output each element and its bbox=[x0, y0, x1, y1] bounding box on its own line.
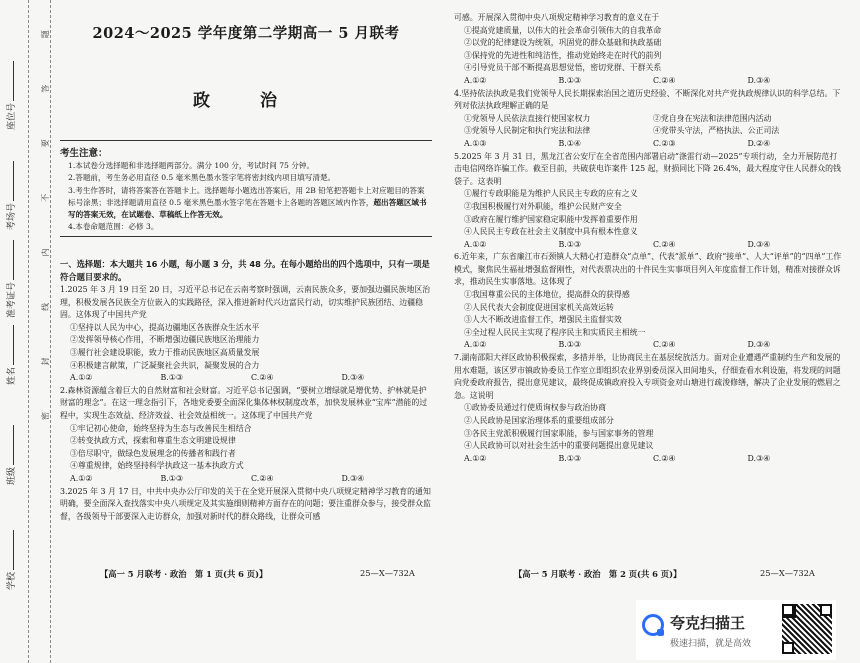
question-option: ④尊重规律，始终坚持科学执政这一基本执政方式 bbox=[70, 461, 244, 471]
notice-item: 1.本试卷分选择题和非选择题两部分。满分 100 分，考试时间 75 分钟。 bbox=[68, 161, 315, 170]
question-option: ②转变执政方式，探索和尊重生态文明建设规律 bbox=[70, 436, 236, 446]
answer-choice: C.②④ bbox=[653, 453, 676, 463]
question-option: ②发挥领导核心作用，不断增强边疆民族地区治理能力 bbox=[70, 335, 260, 345]
answer-choice: D.③④ bbox=[747, 239, 771, 249]
footer-page-label: 【高一 5 月联考 · 政治 第 1 页(共 6 页)】 bbox=[100, 569, 268, 579]
notice-bold: 超出答题区域书写的答案无效，在试题卷、草稿纸上作答无效。 bbox=[68, 197, 427, 220]
question-stem: 可感。开展深入贯彻中央八项规定精神学习教育的意义在于 bbox=[454, 13, 660, 22]
notice-item: 4.本卷命题范围：必修 3。 bbox=[68, 222, 159, 232]
question-option: ③人大不断改进监督工作，增强民主监督实效 bbox=[464, 315, 622, 325]
answer-choice: D.②④ bbox=[747, 138, 771, 148]
answer-choice: A.①② bbox=[464, 75, 487, 85]
notice-heading: 考生注意： bbox=[60, 148, 108, 159]
left-questions bbox=[60, 254, 432, 523]
question-stem: 2.森林资源蕴含着巨大的自然财富和社会财富。习近平总书记强调，“要树立增绿就是增优势、护林就是护财富的理念”。在这一理念指引下，各地党委要全面深化集体林权制度改革，加快发展林业“宝库”潜能的过程中，实现生态效益、经济效益、社会效益相统一。这体现了中国共产党 bbox=[60, 385, 428, 420]
question-2 bbox=[60, 385, 432, 486]
question-option: ②党自身在宪法和法律范围内活动 bbox=[653, 113, 772, 123]
question-option: ③保持党的先进性和纯洁性，推动党始终走在时代的前列 bbox=[464, 50, 662, 60]
question-option: ②我国积极履行对外职能，维护公民财产安全 bbox=[464, 201, 622, 211]
qr-code-icon bbox=[782, 604, 832, 654]
answer-choice: B.①③ bbox=[558, 239, 581, 249]
answer-choice: D.③④ bbox=[747, 453, 771, 463]
exam-title: 2024～2025 学年度第二学期高一 5 月联考 bbox=[92, 25, 400, 42]
answer-choice: B.①③ bbox=[558, 340, 581, 350]
question-option-row bbox=[454, 113, 842, 126]
answer-choice: A.①③ bbox=[464, 138, 487, 148]
question-option: ①政协委员通过行使质询权参与政治协商 bbox=[464, 403, 607, 413]
answer-choices bbox=[454, 453, 842, 466]
question-option: ④党带头守法，严格执法、公正司法 bbox=[653, 126, 780, 136]
footer-code: 25—X—732A bbox=[760, 568, 815, 578]
answer-choice: B.①④ bbox=[558, 138, 581, 148]
question-option: ④积极建言献策，广泛凝聚社会共识，凝聚发展的合力 bbox=[70, 360, 260, 370]
question-option: ③倍尽职守，做绿色发展理念的传播者和践行者 bbox=[70, 448, 236, 458]
answer-choice: D.③④ bbox=[341, 473, 365, 483]
notice-box bbox=[60, 140, 432, 237]
answer-choice: C.②③ bbox=[653, 138, 676, 148]
question-stem: 4.坚持依法执政是我们党领导人民长期探索治国之道历史经验、不断深化对共产党执政规律认识的科学总结。下列对依法执政理解正确的是 bbox=[454, 88, 841, 111]
answer-choice: A.①② bbox=[464, 453, 487, 463]
name-field: 姓名 bbox=[4, 325, 17, 385]
class-field: 班级 bbox=[4, 425, 17, 485]
question-3-cont bbox=[454, 12, 842, 88]
answer-choice: D.③④ bbox=[341, 373, 365, 383]
subject-title: 政 治 bbox=[193, 91, 299, 111]
notice-item: 3.考生作答时，请将答案答在答题卡上。选择题每小题选出答案后，用 2B 铅笔把答题卡上对应题目的答案标号涂黑；非选择题请用直径 0.5 毫米黑色墨水签字笔在答题卡上各题的答题区域内作答，超出答题区域书写的答案无效，在试题卷、草稿纸上作答无效。 bbox=[68, 185, 427, 220]
question-7 bbox=[454, 352, 842, 465]
question-option: ④人民民主专政在社会主义制度中具有根本性意义 bbox=[464, 227, 638, 237]
scanner-logo-icon bbox=[642, 614, 664, 636]
question-option: ②人民政协是国家治理体系的重要组成部分 bbox=[464, 416, 614, 425]
question-option: ②人民代表大会制度促进国家机关高效运转 bbox=[464, 302, 614, 312]
answer-choices bbox=[454, 339, 842, 352]
footer-code: 25—X—732A bbox=[360, 568, 415, 578]
question-option: ①坚持以人民为中心，提高边疆地区各族群众生活水平 bbox=[70, 322, 260, 332]
question-stem: 3.2025 年 3 月 17 日，中共中央办公厅印发的关于在全党开展深入贯彻中央八项规定精神学习教育的通知明确，要全面深入查找落实中央八项规定及其实施细则精神方面存在的问题；要注重群众参与，接受群众监督，各级领导干部要深入走访群众，加强对新时代的群众路线，让群众可感 bbox=[60, 486, 431, 521]
answer-choice: A.①② bbox=[464, 340, 487, 350]
footer-page-label: 【高一 5 月联考 · 政治 第 2 页(共 6 页)】 bbox=[514, 569, 682, 579]
question-6 bbox=[454, 251, 842, 352]
question-option: ③党领导人民制定和执行宪法和法律 bbox=[464, 126, 591, 136]
exam-id-field: 准考证号 bbox=[4, 240, 17, 318]
question-option: ②以党的纪律建设为统领，巩固党的群众基础和执政基础 bbox=[464, 38, 662, 48]
scanner-watermark bbox=[636, 600, 836, 660]
answer-choices bbox=[454, 75, 842, 88]
question-stem: 1.2025 年 3 月 19 日至 20 日，习近平总书记在云南考察时强调，云南民族众多，要加强边疆民族地区治理，积极发展各民族全方位嵌入的实践路径，深入推进新时代兴边富民行动，切实维护民族团结、边疆稳固。这体现了中国共产党 bbox=[60, 285, 431, 320]
question-option: ④人民政协可以对社会生活中的重要问题提出意见建议 bbox=[464, 441, 654, 451]
scanner-subtitle: 极速扫描，就是高效 bbox=[670, 639, 752, 649]
question-option: ③政府在履行维护国家稳定职能中发挥着重要作用 bbox=[464, 214, 638, 224]
answer-choice: D.③④ bbox=[747, 75, 771, 85]
answer-choice: C.②④ bbox=[653, 340, 676, 350]
question-stem: 5.2025 年 3 月 31 日，黑龙江省公安厅在全省范围内部署启动“涤雷行动—2025”专项行动，全力开展防范打击电信网络诈骗工作。截至目前，共破获电诈案件 125 起，财损同比下降 26.4%，最大程度守住人民群众的钱袋子。这表明 bbox=[454, 151, 841, 186]
answer-choice: A.①② bbox=[70, 373, 93, 383]
answer-choice: A.①② bbox=[464, 239, 487, 249]
question-stem: 7.湖南邵阳大祥区政协积极探索，多措并举，让协商民主在基层绽放活力。面对企业遭遇严重制约生产和发展的用水难题，该区罗市镇政协委员工作室立即组织农业界别委员深入田间地头，仔细查看水利设施，将发现的问题向党委政府报告，提出意见建议，最终促成镇政府投入专项资金对山塘进行疏浚修缮，解决了企业发展的燃眉之急。这说明 bbox=[454, 353, 841, 400]
answer-choices bbox=[60, 372, 432, 385]
question-5 bbox=[454, 151, 842, 252]
answer-choice: C.②④ bbox=[251, 473, 274, 483]
room-field: 考场号 bbox=[4, 161, 17, 230]
answer-choice: D.③④ bbox=[747, 340, 771, 350]
question-option: ①党领导人民依法直接行使国家权力 bbox=[464, 113, 591, 123]
question-stem: 6.近年来，广东省廉江市石颈镇人大精心打造群众“点单”、代表“派单”、政府“接单”、人大“评单”的“四单”工作模式，聚焦民生福祉增强监督刚性，对代表票决出的十件民生实事项目列入年度监督工作计划，精准对接群众诉求，推动民生实事落地。这体现了 bbox=[454, 252, 842, 287]
school-field: 学校 bbox=[4, 530, 17, 590]
answer-choices bbox=[454, 138, 842, 151]
answer-choice: B.①③ bbox=[558, 75, 581, 85]
seat-field: 座位号 bbox=[4, 61, 17, 130]
question-3 bbox=[60, 486, 432, 524]
answer-choice: B.①③ bbox=[160, 473, 183, 483]
question-option: ④引导党员干部不断提高思想觉悟，密切党群、干群关系 bbox=[464, 63, 662, 73]
question-option-row bbox=[454, 125, 842, 138]
question-4 bbox=[454, 88, 842, 151]
question-option: ①牢记初心使命，始终坚持为生态与改善民生相结合 bbox=[70, 423, 252, 433]
answer-choice: C.②④ bbox=[251, 373, 274, 383]
right-questions bbox=[454, 12, 842, 465]
question-option: ①履行专政职能是为维护人民民主专政的应有之义 bbox=[464, 189, 638, 199]
question-1 bbox=[60, 284, 432, 385]
seal-text: 密 封 线 内 不 要 答 题 bbox=[41, 8, 50, 420]
binding-strip bbox=[0, 0, 58, 663]
question-option: ①我国尊重公民的主体地位，提高群众的获得感 bbox=[464, 290, 630, 300]
question-option: ④全过程人民民主实现了程序民主和实质民主相统一 bbox=[464, 327, 646, 337]
question-option: ③履行社会建设职能，致力于推动民族地区高质量发展 bbox=[70, 347, 260, 357]
answer-choices bbox=[454, 239, 842, 252]
answer-choice: C.②④ bbox=[653, 75, 676, 85]
binding-line bbox=[28, 0, 29, 663]
scanner-title: 夸克扫描王 bbox=[670, 614, 746, 632]
answer-choice: C.②④ bbox=[653, 239, 676, 249]
answer-choices bbox=[60, 473, 432, 486]
question-option: ③各民主党派积极履行国家职能，参与国家事务的管理 bbox=[464, 428, 654, 438]
answer-choice: A.①② bbox=[70, 473, 93, 483]
answer-choice: B.①③ bbox=[558, 453, 581, 463]
answer-choice: B.①③ bbox=[160, 373, 183, 383]
notice-item: 2.答题前，考生务必用直径 0.5 毫米黑色墨水签字笔将密封线内项目填写清楚。 bbox=[68, 173, 336, 183]
question-option: ①提高党建质量，以伟大的社会革命引领伟大的自我革命 bbox=[464, 25, 662, 35]
section-heading: 一、选择题：本大题共 16 小题，每小题 3 分，共 48 分。在每小题给出的四个选项中，只有一项是符合题目要求的。 bbox=[60, 259, 430, 282]
